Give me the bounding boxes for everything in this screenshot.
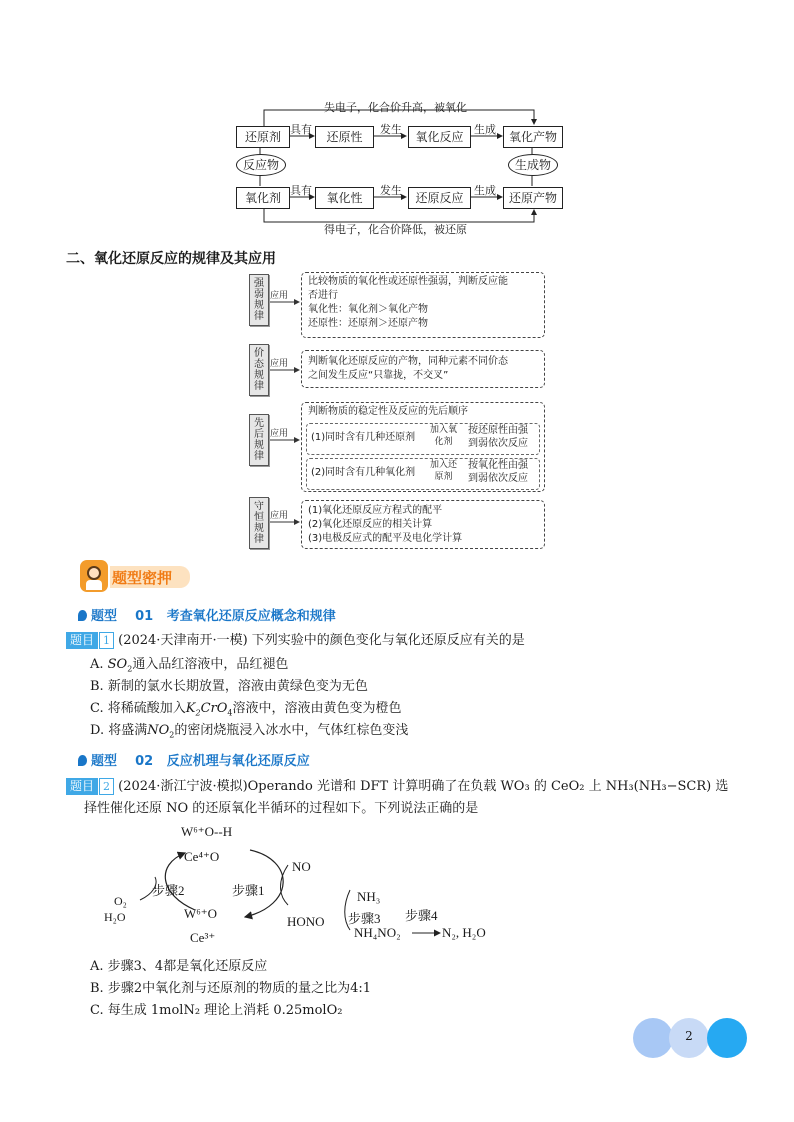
law-box-valence — [301, 350, 545, 388]
location-pin-icon — [78, 755, 87, 766]
page-circle-left — [633, 1018, 673, 1058]
law-line: 还原性：还原剂＞还原产物 — [308, 318, 428, 329]
sub-right: 按还原性由强 到弱依次反应 — [468, 425, 528, 449]
page-number: 2 — [685, 1029, 693, 1043]
teacher-icon — [80, 560, 108, 592]
law-line: (2)氧化还原反应的相关计算 — [308, 519, 433, 530]
question-number: 1 — [99, 632, 114, 649]
products-species: N₂, H₂O — [442, 925, 486, 940]
law-tab-valence: 价态规律 — [249, 344, 269, 396]
question-number: 2 — [99, 778, 114, 795]
law-box-sequence — [301, 402, 545, 492]
law-line: (3)电极反应式的配平及电化学计算 — [308, 533, 463, 544]
sub-left: (1)同时含有几种还原剂 — [311, 432, 416, 443]
law-line: 否进行 — [308, 290, 338, 301]
apply-label: 应用 — [270, 429, 289, 439]
step2-label: 步骤2 — [152, 883, 185, 898]
sub-mid: 加入氧 化剂 — [430, 425, 458, 447]
type-heading-2: 题型 02 反应机理与氧化还原反应 — [78, 750, 310, 769]
oxidizing-agent-box: 氧化剂 — [236, 187, 290, 209]
oxidation-reaction-box: 氧化反应 — [408, 126, 471, 148]
h2o-species: H₂O — [104, 910, 126, 924]
law-tab-conservation: 守恒规律 — [249, 497, 269, 549]
link-label: 生成 — [474, 123, 496, 136]
sub-left: (2)同时含有几种氧化剂 — [311, 467, 416, 478]
o2-species: O₂ — [114, 894, 127, 908]
link-label: 具有 — [290, 123, 312, 136]
q1-option-d[interactable]: D. 将盛满$NO_2$的密闭烧瓶浸入冰水中，气体红棕色变浅 — [90, 723, 409, 740]
w6-o-h-species: W⁶⁺O‑‑H — [181, 824, 233, 839]
law-tab-strength: 强弱规律 — [249, 274, 269, 326]
law-line: 判断氧化还原反应的产物，同种元素不同价态 — [308, 356, 508, 367]
sub-right: 按氧化性由强 到弱依次反应 — [468, 460, 528, 484]
bottom-caption: 得电子，化合价降低，被还原 — [324, 223, 467, 236]
law-line: (1)氧化还原反应方程式的配平 — [308, 505, 443, 516]
reactant-oval: 反应物 — [236, 154, 286, 176]
step1-label: 步骤1 — [232, 883, 265, 898]
location-pin-icon — [78, 610, 87, 621]
question-tag: 题目 — [66, 778, 98, 795]
law-line: 氧化性：氧化剂＞氧化产物 — [308, 304, 428, 315]
type-heading-1: 题型 01 考查氧化还原反应概念和规律 — [78, 605, 336, 624]
reduction-product-box: 还原产物 — [503, 187, 563, 209]
banner-title: 题型密押 — [112, 569, 173, 587]
sub-mid: 加入还 原剂 — [430, 460, 458, 482]
reducibility-box: 还原性 — [315, 126, 374, 148]
sequence-sub-box-2 — [306, 458, 540, 490]
top-caption: 失电子，化合价升高，被氧化 — [324, 101, 467, 114]
sequence-sub-box-1 — [306, 423, 540, 455]
link-label: 生成 — [474, 184, 496, 197]
question-tag: 题目 — [66, 632, 98, 649]
apply-label: 应用 — [270, 291, 289, 301]
law-box-strength — [301, 272, 545, 338]
reducing-agent-box: 还原剂 — [236, 126, 290, 148]
law-tab-sequence: 先后规律 — [249, 414, 269, 466]
question-1-stem: 题目 1 (2024·天津南开·一模) 下列实验中的颜色变化与氧化还原反应有关的是 — [66, 632, 525, 650]
q1-option-a[interactable]: A. $SO_2$通入品红溶液中，品红褪色 — [90, 657, 289, 674]
q2-option-c[interactable]: C. 每生成 1molN₂ 理论上消耗 0.25molO₂ — [90, 1003, 343, 1018]
apply-label: 应用 — [270, 511, 289, 521]
link-label: 具有 — [290, 184, 312, 197]
hono-species: HONO — [287, 914, 325, 929]
product-oval: 生成物 — [508, 154, 558, 176]
law-line: 之间发生反应“只靠拢，不交叉” — [308, 370, 449, 381]
ce3-species: Ce³⁺ — [190, 930, 216, 945]
q1-option-b[interactable]: B. 新制的氯水长期放置，溶液由黄绿色变为无色 — [90, 679, 368, 694]
link-label: 发生 — [380, 184, 402, 197]
reduction-reaction-box: 还原反应 — [408, 187, 471, 209]
section-title: 二、氧化还原反应的规律及其应用 — [66, 251, 276, 267]
law-line: 比较物质的氧化性或还原性强弱，判断反应能 — [308, 276, 508, 287]
page-circle-right — [707, 1018, 747, 1058]
oxidation-product-box: 氧化产物 — [503, 126, 563, 148]
step4-label: 步骤4 — [405, 908, 438, 923]
apply-label: 应用 — [270, 359, 289, 369]
oxidizability-box: 氧化性 — [315, 187, 374, 209]
q1-option-c[interactable]: C. 将稀硫酸加入$K_2CrO_4$溶液中，溶液由黄色变为橙色 — [90, 701, 402, 718]
question-2-stem-line2: 择性催化还原 NO 的还原氧化半循环的过程如下。下列说法正确的是 — [84, 801, 479, 816]
law-box-conservation — [301, 500, 545, 549]
ce4-o-species: Ce⁴⁺O — [184, 849, 220, 864]
question-2-stem: 题目 2 (2024·浙江宁波·模拟)Operando 光谱和 DFT 计算明确了在负载 WO₃ 的 CeO₂ 上 NH₃(NH₃−SCR) 选 — [66, 778, 728, 796]
link-label: 发生 — [380, 123, 402, 136]
law-line: 判断物质的稳定性及反应的先后顺序 — [308, 406, 468, 417]
q2-option-a[interactable]: A. 步骤3、4都是氧化还原反应 — [90, 959, 268, 974]
w6-o-species: W⁶⁺O — [184, 906, 218, 921]
q2-option-b[interactable]: B. 步骤2中氧化剂与还原剂的物质的量之比为4:1 — [90, 981, 372, 996]
no-species: NO — [292, 859, 311, 874]
step3-label: 步骤3 — [348, 911, 381, 926]
nh3-species: NH₃ — [357, 889, 381, 904]
nh4no2-species: NH₄NO₂ — [354, 925, 401, 940]
